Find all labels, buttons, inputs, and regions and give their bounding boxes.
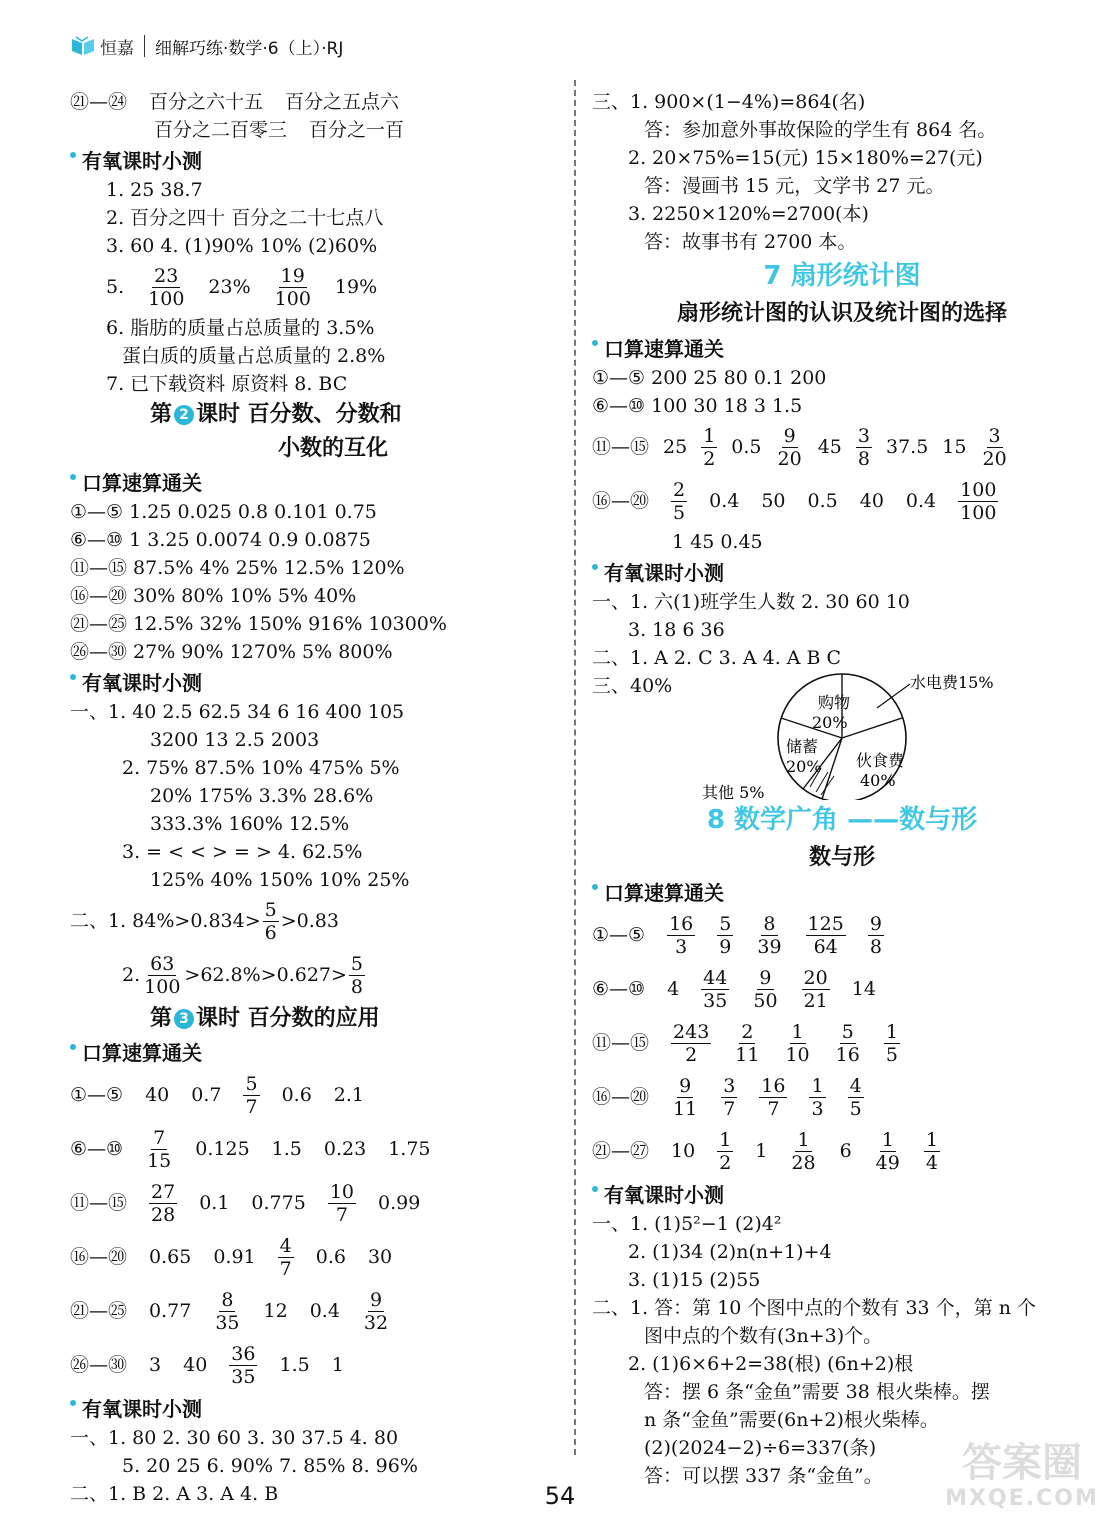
answer-line: ⑥—⑩ $\frac{7}{15}$ 0.125 1.5 0.23 1.75 xyxy=(70,1126,431,1172)
fraction: $\frac{5}{8}$ xyxy=(350,952,364,998)
fraction: $\frac{3}{7}$ xyxy=(723,1074,736,1120)
fraction: $\frac{3}{20}$ xyxy=(982,424,1007,470)
fraction: $\frac{2}{5}$ xyxy=(673,478,686,524)
pie-label: 水电费15% xyxy=(910,673,994,692)
chapter-title: 8 数学广角 ——数与形 xyxy=(706,805,978,835)
fraction: $\frac{8}{35}$ xyxy=(215,1288,240,1334)
page-number: 54 xyxy=(544,1482,576,1510)
answer-line: 答：故事书有 2700 本。 xyxy=(644,231,857,253)
bullet-dot-icon xyxy=(592,1186,598,1192)
answer-line: 3. 60 4. (1)90% 10% (2)60% xyxy=(106,235,378,257)
answer-line: 百分之二百零三 百分之一百 xyxy=(154,119,405,141)
fraction: $\frac{9}{32}$ xyxy=(363,1288,389,1334)
fraction: $\frac{1}{2}$ xyxy=(703,424,716,470)
answer-line: 2. 20×75%=15(元) 15×180%=27(元) xyxy=(628,147,983,169)
fraction: $\frac{5}{7}$ xyxy=(245,1072,258,1118)
answer-line: ⑪—⑮ 87.5% 4% 25% 12.5% 120% xyxy=(70,557,405,579)
right-column xyxy=(592,88,1092,1490)
lesson-subtitle: 数与形 xyxy=(808,845,875,870)
fraction: $\frac{20}{21}$ xyxy=(803,966,828,1012)
answer-line: ①—⑤ 1.25 0.025 0.8 0.101 0.75 xyxy=(70,501,377,523)
brand-name: 恒嘉 xyxy=(100,38,134,59)
fraction: $\frac{23}{100}$ xyxy=(148,264,185,310)
answer-line: 图中点的个数有(3n+3)个。 xyxy=(644,1325,883,1347)
pie-label: 40% xyxy=(860,771,896,790)
answer-line: 20% 175% 3.3% 28.6% xyxy=(150,785,374,807)
answer-line: ㉖—㉚ 3 40 $\frac{36}{35}$ 1.5 1 xyxy=(70,1342,344,1388)
answer-line: ㉑—㉗ 10 $\frac{1}{2}$ 1 $\frac{1}{28}$ 6 $\frac{1}{49}$ $\frac{1}{4}$ xyxy=(592,1128,938,1174)
answer-line: ⑥—⑩ 1 3.25 0.0074 0.9 0.0875 xyxy=(70,529,371,551)
page-header xyxy=(70,26,343,66)
pie-label: 20% xyxy=(812,713,848,732)
section-heading: 有氧课时小测 xyxy=(592,558,1092,588)
answer-line: 6. 脂肪的质量占总质量的 3.5% xyxy=(106,317,375,339)
bullet-dot-icon xyxy=(70,152,76,158)
answer-line: ⑯—⑳ 0.65 0.91 $\frac{4}{7}$ 0.6 30 xyxy=(70,1234,393,1280)
answer-line: 三、40% xyxy=(592,675,673,697)
section-heading: 有氧课时小测 xyxy=(592,1180,1092,1210)
answer-line: ⑥—⑩ 100 30 18 3 1.5 xyxy=(592,395,803,417)
fraction: $\frac{16}{7}$ xyxy=(761,1074,786,1120)
fraction: $\frac{63}{100}$ xyxy=(144,952,181,998)
fraction: $\frac{4}{5}$ xyxy=(849,1074,862,1120)
answer-line: 一、1. 40 2.5 62.5 34 6 16 400 105 xyxy=(70,701,405,723)
answer-line: ⑥—⑩ 4 $\frac{44}{35}$ $\frac{9}{50}$ $\frac{20}{21}$ 14 xyxy=(592,966,876,1012)
section-heading: 有氧课时小测 xyxy=(70,146,560,176)
answer-line: ⑯—⑳ $\frac{2}{5}$ 0.4 50 0.5 40 0.4 $\frac{100}{100}$ xyxy=(592,478,997,524)
fraction: $\frac{7}{15}$ xyxy=(147,1126,172,1172)
answer-line: ㉑—㉕ 12.5% 32% 150% 916% 10300% xyxy=(70,613,447,635)
fraction: $\frac{16}{3}$ xyxy=(669,912,694,958)
fraction: $\frac{100}{100}$ xyxy=(960,478,997,524)
fraction: $\frac{4}{7}$ xyxy=(279,1234,292,1280)
fraction: $\frac{2}{11}$ xyxy=(735,1020,760,1066)
pie-divider xyxy=(842,718,902,738)
answer-line: ⑯—⑳ $\frac{9}{11}$ $\frac{3}{7}$ $\frac{16}{7}$ $\frac{1}{3}$ $\frac{4}{5}$ xyxy=(592,1074,862,1120)
fraction: $\frac{1}{3}$ xyxy=(811,1074,824,1120)
fraction: $\frac{125}{64}$ xyxy=(807,912,844,958)
answer-line: ⑯—⑳ 30% 80% 10% 5% 40% xyxy=(70,585,357,607)
answer-line: 333.3% 160% 12.5% xyxy=(150,813,350,835)
answer-line: 1 45 0.45 xyxy=(672,531,763,553)
answer-line: ㉑—㉔ 百分之六十五 百分之五点六 xyxy=(70,91,400,113)
fraction: $\frac{1}{2}$ xyxy=(719,1128,732,1174)
fraction: $\frac{243}{2}$ xyxy=(673,1020,710,1066)
fraction: $\frac{1}{49}$ xyxy=(875,1128,900,1174)
section-heading: 口算速算通关 xyxy=(70,468,560,498)
brand-logo xyxy=(70,34,134,59)
answer-line: ㉑—㉕ 0.77 $\frac{8}{35}$ 12 0.4 $\frac{9}{32}$ xyxy=(70,1288,389,1334)
answer-line: ①—⑤ 40 0.7 $\frac{5}{7}$ 0.6 2.1 xyxy=(70,1072,365,1118)
book-title: 细解巧练·数学·6（上）·RJ xyxy=(155,38,344,59)
bullet-dot-icon xyxy=(592,564,598,570)
bullet-dot-icon xyxy=(70,674,76,680)
pie-label: 购物 xyxy=(818,693,851,712)
section-heading: 口算速算通关 xyxy=(592,878,1092,908)
answer-line: ⑪—⑮ $\frac{243}{2}$ $\frac{2}{11}$ $\frac{1}{10}$ $\frac{5}{16}$ $\frac{1}{5}$ xyxy=(592,1020,898,1066)
fraction: $\frac{1}{10}$ xyxy=(785,1020,810,1066)
pie-label: 其他 5% xyxy=(702,783,765,800)
pie-chart-answer xyxy=(592,672,1092,800)
answer-line: 一、1. (1)5²−1 (2)4² xyxy=(592,1213,782,1235)
fraction: $\frac{1}{28}$ xyxy=(791,1128,816,1174)
answer-line: 3. 18 6 36 xyxy=(628,619,725,641)
answer-line: 二、1. A 2. C 3. A 4. A B C xyxy=(592,647,842,669)
bullet-dot-icon xyxy=(70,1044,76,1050)
lesson-title-line2: 小数的互化 xyxy=(278,436,389,461)
section-heading: 有氧课时小测 xyxy=(70,668,560,698)
fraction: $\frac{9}{11}$ xyxy=(673,1074,698,1120)
answer-line: 2. 75% 87.5% 10% 475% 5% xyxy=(122,757,400,779)
answer-line: ①—⑤ 200 25 80 0.1 200 xyxy=(592,367,827,389)
answer-line: 2. 百分之四十 百分之二十七点八 xyxy=(106,207,384,229)
fraction: $\frac{19}{100}$ xyxy=(274,264,311,310)
fraction: $\frac{9}{8}$ xyxy=(869,912,882,958)
section-heading: 口算速算通关 xyxy=(592,334,1092,364)
answer-line: ①—⑤ $\frac{16}{3}$ $\frac{5}{9}$ $\frac{8}{39}$ $\frac{125}{64}$ $\frac{9}{8}$ xyxy=(592,912,882,958)
answer-line: ⑪—⑮ $\frac{27}{28}$ 0.1 0.775 $\frac{10}{7}$ 0.99 xyxy=(70,1180,421,1226)
bullet-dot-icon xyxy=(70,1400,76,1406)
bullet-dot-icon xyxy=(70,474,76,480)
fraction: $\frac{1}{4}$ xyxy=(925,1128,938,1174)
fraction: $\frac{36}{35}$ xyxy=(231,1342,256,1388)
answer-line: 二、1. 答：第 10 个图中点的个数有 33 个，第 n 个 xyxy=(592,1297,1036,1319)
answer-line: n 条“金鱼”需要(6n+2)根火柴棒。 xyxy=(644,1409,939,1431)
answer-line: 答：摆 6 条“金鱼”需要 38 根火柴棒。摆 xyxy=(644,1381,990,1403)
bullet-dot-icon xyxy=(592,884,598,890)
bullet-dot-icon xyxy=(592,340,598,346)
answer-line: 3. (1)15 (2)55 xyxy=(628,1269,761,1291)
pie-label: 伙食费 xyxy=(856,751,905,770)
pie-label: 储蓄 xyxy=(786,737,819,756)
answer-line: 答：漫画书 15 元，文学书 27 元。 xyxy=(644,175,945,197)
answer-line: 125% 40% 150% 10% 25% xyxy=(150,869,410,891)
column-divider xyxy=(574,80,576,1455)
answer-line: 2. (1)6×6+2=38(根) (6n+2)根 xyxy=(628,1353,914,1375)
lesson-title: 第 3 课时 百分数的应用 xyxy=(150,1006,380,1031)
answer-line: 三、1. 900×(1−4%)=864(名) xyxy=(592,91,866,113)
watermark: 答案圈 MXQE.COM xyxy=(945,1440,1099,1511)
section-heading: 有氧课时小测 xyxy=(70,1394,560,1424)
pie-label: 20% xyxy=(786,757,822,776)
answer-line: (2)(2024−2)÷6=337(条) xyxy=(644,1437,877,1459)
answer-line: ㉖—㉚ 27% 90% 1270% 5% 800% xyxy=(70,641,393,663)
answer-line: 二、1. B 2. A 3. A 4. B xyxy=(70,1483,279,1505)
answer-line: 3200 13 2.5 2003 xyxy=(150,729,320,751)
answer-line: ⑪—⑮ 25 $\frac{1}{2}$ 0.5 $\frac{9}{20}$ 45 $\frac{3}{8}$ 37.5 15 $\frac{3}{20}$ xyxy=(592,424,1007,470)
answer-line: 一、1. 80 2. 30 60 3. 30 37.5 4. 80 xyxy=(70,1427,399,1449)
header-separator xyxy=(144,35,145,57)
answer-line: 一、1. 六(1)班学生人数 2. 30 60 10 xyxy=(592,591,910,613)
left-column xyxy=(70,88,560,1508)
lesson-title: 第 2 课时 百分数、分数和 xyxy=(150,402,402,427)
fraction: $\frac{10}{7}$ xyxy=(329,1180,355,1226)
section-heading: 口算速算通关 xyxy=(70,1038,560,1068)
answer-line: 2. (1)34 (2)n(n+1)+4 xyxy=(628,1241,832,1263)
fraction: $\frac{9}{20}$ xyxy=(777,424,802,470)
answer-line: 二、1. 84%>0.834> $\frac{5}{6}$ >0.83 xyxy=(70,898,339,944)
answer-line: 蛋白质的质量占总质量的 2.8% xyxy=(122,345,386,367)
fraction: $\frac{44}{35}$ xyxy=(703,966,728,1012)
answer-line: 7. 已下载资料 原资料 8. BC xyxy=(106,373,348,395)
answer-line: 3. 2250×120%=2700(本) xyxy=(628,203,869,225)
fraction: $\frac{5}{9}$ xyxy=(719,912,732,958)
answer-line: 5. 20 25 6. 90% 7. 85% 8. 96% xyxy=(122,1455,418,1477)
answer-line: 3. = < < > = > 4. 62.5% xyxy=(122,841,363,863)
answer-line: 1. 25 38.7 xyxy=(106,179,203,201)
book-icon xyxy=(70,35,96,57)
answer-line: 2. $\frac{63}{100}$ >62.8%>0.627> $\frac{5}{8}$ xyxy=(122,952,364,998)
answer-line: 5. $\frac{23}{100}$ 23% $\frac{19}{100}$ 19% xyxy=(106,264,378,310)
answer-line: 答：可以摆 337 条“金鱼”。 xyxy=(644,1465,883,1487)
fraction: $\frac{5}{6}$ xyxy=(264,898,277,944)
fraction: $\frac{1}{5}$ xyxy=(885,1020,898,1066)
lesson-subtitle: 扇形统计图的认识及统计图的选择 xyxy=(676,301,1007,326)
answer-line: 答：参加意外事故保险的学生有 864 名。 xyxy=(644,119,997,141)
fraction: $\frac{8}{39}$ xyxy=(757,912,782,958)
fraction: $\frac{9}{50}$ xyxy=(753,966,778,1012)
fraction: $\frac{3}{8}$ xyxy=(857,424,870,470)
chapter-title: 7 扇形统计图 xyxy=(763,261,921,291)
fraction: $\frac{5}{16}$ xyxy=(835,1020,860,1066)
pie-chart xyxy=(592,672,1072,800)
fraction: $\frac{27}{28}$ xyxy=(151,1180,176,1226)
